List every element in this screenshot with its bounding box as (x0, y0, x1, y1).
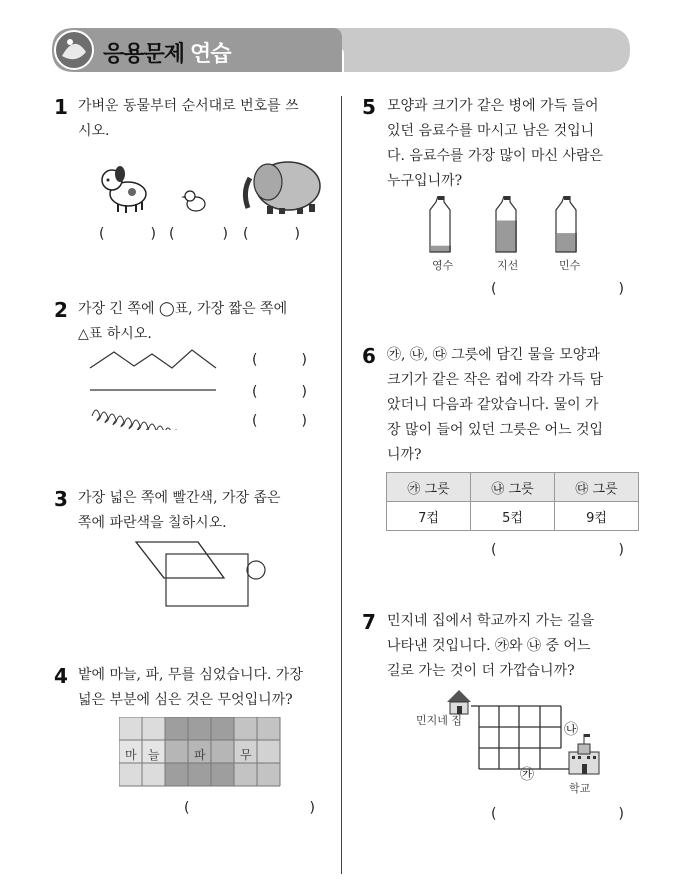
answer-blank[interactable]: ( ) (99, 226, 156, 242)
question-number: 4 (54, 664, 68, 688)
cups-table (386, 472, 639, 531)
bottle-label: 민수 (559, 259, 581, 272)
animals-illustration (98, 152, 328, 216)
answer-blank[interactable]: ( ) (184, 800, 315, 816)
table-header: ㉯ 그릇 (471, 473, 555, 502)
lines-figure (88, 348, 223, 430)
answer-blank[interactable]: ( ) (252, 352, 307, 368)
table-header: ㉰ 그릇 (555, 473, 639, 502)
bottle-icon (496, 196, 517, 252)
chick-icon (181, 191, 205, 211)
puppy-icon (102, 166, 146, 213)
question-text: 가장 넓은 쪽에 빨간색, 가장 좁은 쪽에 파란색을 칠하시오. (78, 490, 281, 531)
question-text: 밭에 마늘, 파, 무를 심었습니다. 가장 넓은 부분에 심은 것은 무엇입니까? (78, 667, 303, 708)
answer-blank[interactable]: ( ) (491, 281, 624, 297)
question-number: 6 (362, 344, 376, 368)
section-title: 응용문제 연습 (103, 42, 231, 67)
question-text: 가장 긴 쪽에 ◯표, 가장 짧은 쪽에 △표 하시오. (78, 301, 288, 342)
bottle-icon (556, 196, 577, 252)
question-text: 가벼운 동물부터 순서대로 번호를 쓰 시오. (78, 98, 299, 139)
question-number: 7 (362, 610, 376, 634)
question-number: 5 (362, 95, 376, 119)
elephant-icon (245, 162, 320, 214)
bottle-label: 영수 (432, 259, 454, 272)
field-label: 마 (125, 748, 137, 762)
bottle-icon (430, 196, 451, 252)
answer-blank[interactable]: ( ) (252, 413, 307, 429)
column-divider (341, 96, 342, 874)
table-cell: 9컵 (555, 502, 639, 531)
route-label-b: ㉯ (564, 722, 578, 738)
question-number: 1 (54, 95, 68, 119)
field-label: 늘 (148, 748, 160, 762)
shapes-figure (134, 540, 266, 608)
route-label-a: ㉮ (520, 767, 534, 783)
school-icon (569, 734, 599, 774)
answer-blank[interactable]: ( ) (491, 542, 624, 558)
house-icon (447, 690, 471, 714)
answer-blank[interactable]: ( ) (243, 226, 300, 242)
answer-blank[interactable]: ( ) (169, 226, 228, 242)
answer-blank[interactable]: ( ) (491, 806, 624, 822)
question-text: ㉮, ㉯, ㉰ 그릇에 담긴 물을 모양과 크기가 같은 작은 컵에 각각 가득 담 았더니 다음과 같았습니다. 물이 가 장 많이 들어 있던 그릇은 어느 것입 니까? (387, 347, 604, 463)
question-text: 모양과 크기가 같은 병에 가득 들어 있던 음료수를 마시고 남은 것입니 다. 음료수를 가장 많이 마신 사람은 누구입니까? (387, 98, 604, 189)
table-header: ㉮ 그릇 (387, 473, 471, 502)
field-label: 무 (240, 748, 252, 762)
bottles-figure (428, 196, 588, 254)
question-text: 민지네 집에서 학교까지 가는 길을 나타낸 것입니다. ㉮와 ㉯ 중 어느 길로 가는 것이 더 가깝습니까? (387, 613, 595, 679)
table-cell: 5컵 (471, 502, 555, 531)
bottle-label: 지선 (497, 259, 519, 272)
field-label: 파 (194, 748, 206, 762)
answer-blank[interactable]: ( ) (252, 384, 307, 400)
table-cell: 7컵 (387, 502, 471, 531)
school-label: 학교 (569, 782, 591, 795)
question-number: 2 (54, 298, 68, 322)
question-number: 3 (54, 487, 68, 511)
home-label: 민지네 집 (416, 714, 463, 727)
